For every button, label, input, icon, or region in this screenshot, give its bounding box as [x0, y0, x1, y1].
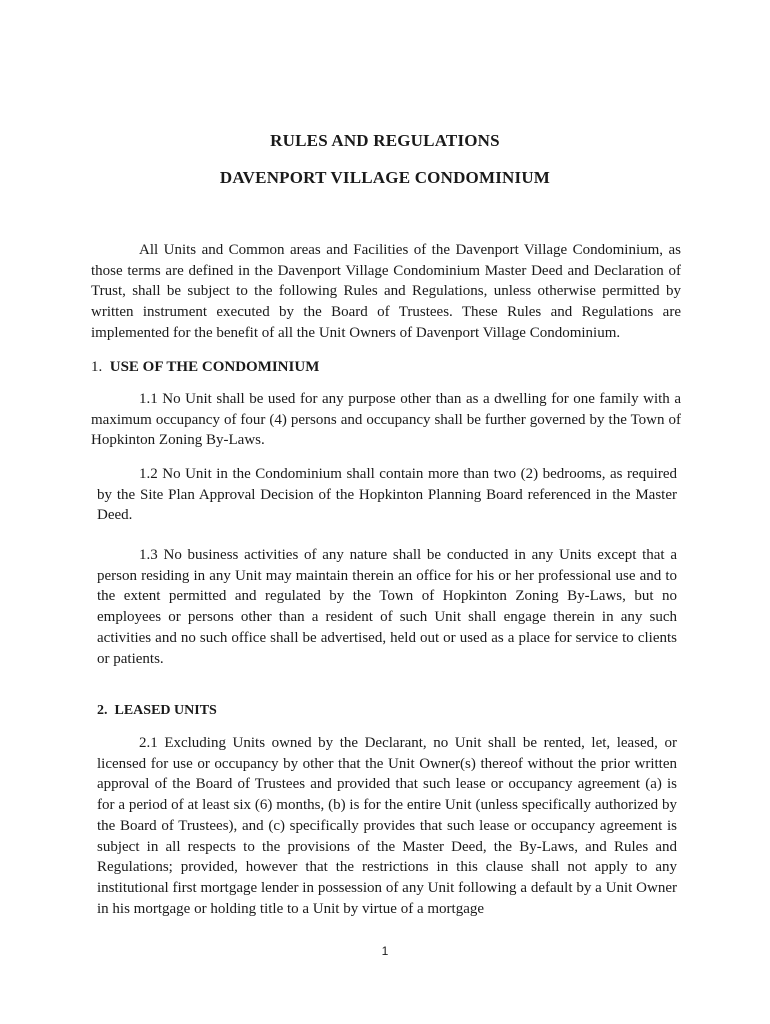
- section-1-number: 1.: [91, 359, 103, 375]
- section-2-number: 2.: [97, 703, 108, 718]
- intro-paragraph: All Units and Common areas and Facilities of the Davenport Village Condominium, as those terms are defined in the Davenport Village Condominium Master Deed and Declaration of Trust, shall be subject to the following Rules and Regulations, unless otherwise permitted by written instrument executed by the Board of Trustees. These Rules and Regulations are implemented for the benefit of all the Unit Owners of Davenport Village Condominium.: [91, 242, 681, 341]
- paragraph-1-2: 1.2 No Unit in the Condominium shall contain more than two (2) bedrooms, as required by the Site Plan Approval Decision of the Hopkinton Planning Board referenced in the Master Deed.: [97, 466, 677, 524]
- page-number: 1: [381, 944, 389, 958]
- section-2-title: LEASED UNITS: [114, 703, 217, 718]
- section-1-heading: [91, 357, 681, 378]
- paragraph-2-1: 2.1 Excluding Units owned by the Declarant, no Unit shall be rented, let, leased, or licensed for use or occupancy by other that the Unit Owner(s) thereof without the prior written approval of the Board of Trustees and provided that such lease or occupancy agreement (a) is for a period of at least six (6) months, (b) is for the entire Unit (unless specifically authorized by the Board of Trustees), and (c) specifically provides that such lease or occupancy agreement is subject in all respects to the provisions of the Master Deed, the By-Laws, and Rules and Regulations; provided, however that the restrictions in this clause shall not apply to any institutional first mortgage lender in possession of any Unit following a default by a Unit Owner in his mortgage or holding title to a Unit by virtue of a mortgage: [97, 735, 677, 917]
- document-subtitle: DAVENPORT VILLAGE CONDOMINIUM: [219, 168, 551, 187]
- section-2-heading: [97, 701, 677, 722]
- paragraph-1-3: 1.3 No business activities of any nature shall be conducted in any Units except that a person residing in any Unit may maintain therein an office for his or her professional use and to the extent permitted and regulated by the Town of Hopkinton Zoning By-Laws, but no employees or persons other than a resident of such Unit shall engage therein in any such activities and no such office shall be advertised, held out or used as a place for service to clients or patients.: [97, 547, 677, 667]
- section-1-title: USE OF THE CONDOMINIUM: [109, 359, 320, 375]
- document-title: RULES AND REGULATIONS: [270, 131, 500, 150]
- paragraph-1-1: 1.1 No Unit shall be used for any purpose other than as a dwelling for one family with a maximum occupancy of four (4) persons and occupancy shall be further governed by the Town of Hopkinton Zoning By-Laws.: [91, 391, 681, 449]
